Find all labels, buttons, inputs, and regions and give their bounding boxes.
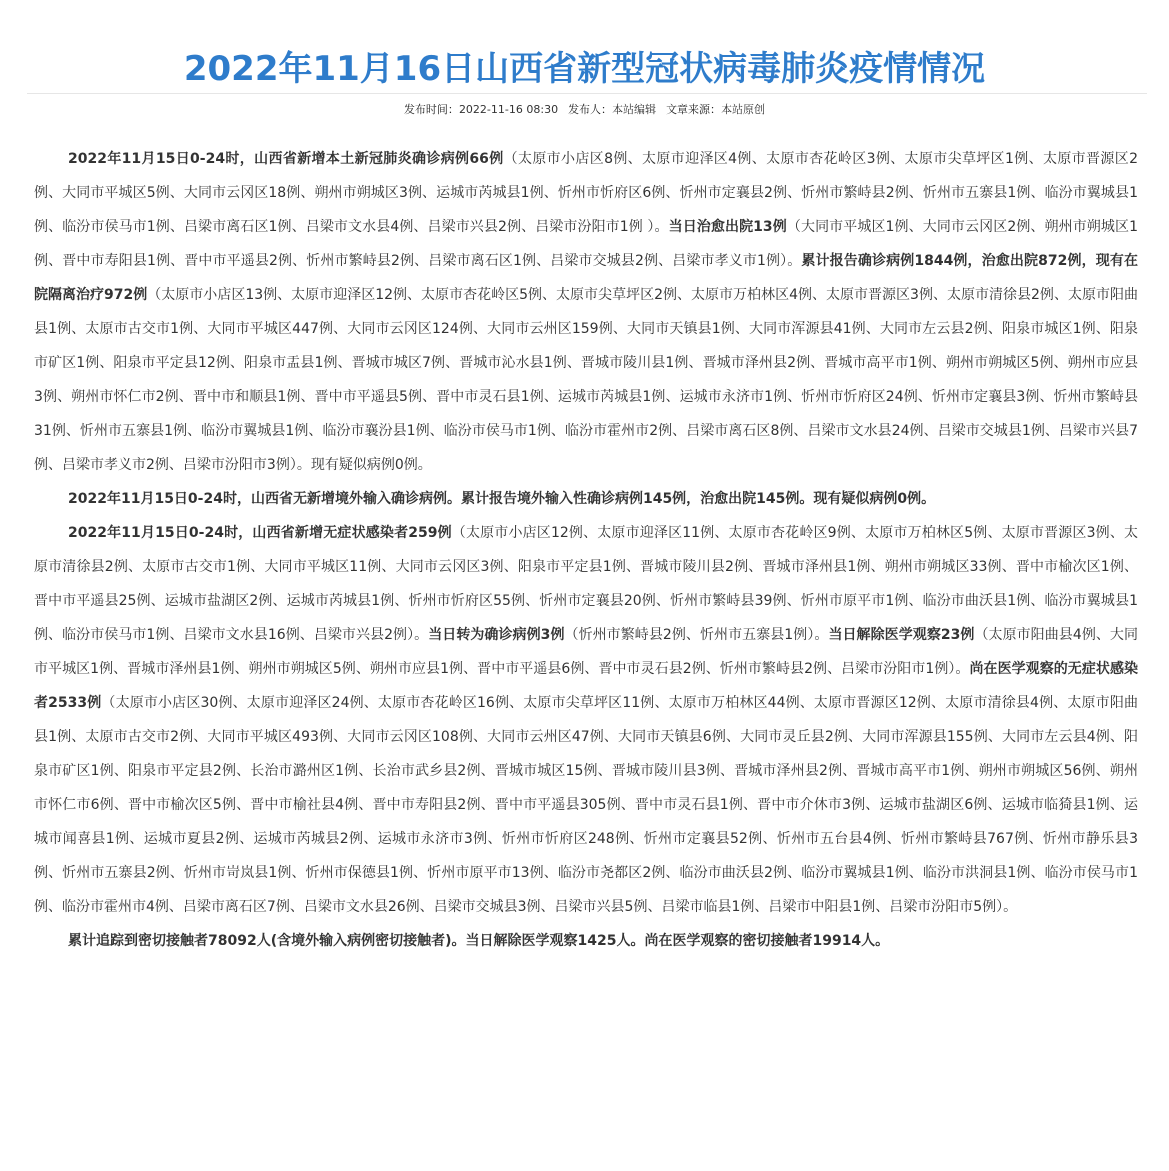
paragraph-segment: （太原市小店区30例、太原市迎泽区24例、太原市杏花岭区16例、太原市尖草坪区11例、太原市万柏林区44例、太原市晋源区12例、太原市清徐县4例、太原市阳曲县1例、太原市古交市2例、大同市平城区493例、大同市云冈区108例、大同市云州区47例、大同市天镇县6例、大同市灵丘县2例、大同市浑源县155例、大同市左云县4例、阳泉市矿区1例、阳泉市平定县2例、长治市潞州区1例、长治市武乡县2例、晋城市城区15例、晋城市陵川县3例、晋城市泽州县2例、晋城市高平市1例、朔州市朔城区56例、朔州市怀仁市6例、晋中市榆次区5例、晋中市榆社县4例、晋中市寿阳县2例、晋中市平遥县305例、晋中市灵石县1例、晋中市介休市3例、运城市盐湖区6例、运城市临猗县1例、运城市闻喜县1例、运城市夏县2例、运城市芮城县2例、运城市永济市3例、忻州市忻府区248例、忻州市定襄县52例、忻州市五台县4例、忻州市繁峙县767例、忻州市静乐县3例、忻州市五寨县2例、忻州市岢岚县1例、忻州市保德县1例、忻州市原平市13例、临汾市尧都区2例、临汾市曲沃县2例、临汾市翼城县1例、临汾市洪洞县1例、临汾市侯马市1例、临汾市霍州市4例、吕梁市离石区7例、吕梁市文水县26例、吕梁市交城县3例、吕梁市兴县5例、吕梁市临县1例、吕梁市中阳县1例、吕梁市汾阳市5例）。 [34,695,1138,915]
paragraph-segment: （太原市小店区13例、太原市迎泽区12例、太原市杏花岭区5例、太原市尖草坪区2例、太原市万柏林区4例、太原市晋源区3例、太原市清徐县2例、太原市阳曲县1例、太原市古交市1例、大同市平城区447例、大同市云冈区124例、大同市云州区159例、大同市天镇县1例、大同市浑源县41例、大同市左云县2例、阳泉市城区1例、阳泉市矿区1例、阳泉市平定县12例、阳泉市盂县1例、晋城市城区7例、晋城市沁水县1例、晋城市陵川县1例、晋城市泽州县2例、晋城市高平市1例、朔州市朔城区5例、朔州市应县3例、朔州市怀仁市2例、晋中市和顺县1例、晋中市平遥县5例、晋中市灵石县1例、运城市芮城县1例、运城市永济市1例、忻州市忻府区24例、忻州市定襄县3例、忻州市繁峙县31例、忻州市五寨县1例、临汾市翼城县1例、临汾市襄汾县1例、临汾市侯马市1例、临汾市霍州市2例、吕梁市离石区8例、吕梁市文水县24例、吕梁市交城县1例、吕梁市兴县7例、吕梁市孝义市2例、吕梁市汾阳市3例）。现有疑似病例0例。 [34,287,1138,473]
paragraph-segment: （忻州市繁峙县2例、忻州市五寨县1例）。 [564,627,829,643]
publisher-label: 发布人： [568,103,613,116]
paragraph-imported-cases [34,482,1138,516]
article-title: 2022年11月16日山西省新型冠状病毒肺炎疫情情况 [183,49,986,89]
paragraph-segment: （太原市阳曲县4例、大同市平城区1例、晋城市泽州县1例、朔州市朔城区5例、朔州市应县1例、晋中市平遥县6例、晋中市灵石县2例、忻州市繁峙县2例、吕梁市汾阳市1例）。 [34,627,1138,677]
paragraph-segment: （太原市小店区8例、太原市迎泽区4例、太原市杏花岭区3例、太原市尖草坪区1例、太原市晋源区2例、大同市平城区5例、大同市云冈区18例、朔州市朔城区3例、运城市芮城县1例、忻州市忻府区6例、忻州市定襄县2例、忻州市繁峙县2例、忻州市五寨县1例、临汾市翼城县1例、临汾市侯马市1例、吕梁市离石区1例、吕梁市文水县4例、吕梁市兴县2例、吕梁市汾阳市1例 ）。 [34,151,1138,235]
article-meta [0,103,1169,117]
publish-time: 2022-11-16 08:30 [458,103,559,116]
paragraph-segment: 当日转为确诊病例3例 [428,627,565,643]
paragraph-asymptomatic [34,516,1138,924]
publisher: 本站编辑 [612,103,657,116]
paragraph-segment: 2022年11月15日0-24时，山西省新增本土新冠肺炎确诊病例66例 [68,151,504,167]
paragraph-segment: 当日治愈出院13例 [668,219,787,235]
paragraph-segment: 2022年11月15日0-24时，山西省新增无症状感染者259例 [68,525,452,541]
paragraph-segment: 累计报告确诊病例1844例，治愈出院872例，现有在院隔离治疗972例 [34,253,1138,303]
paragraph-segment: 当日解除医学观察23例 [828,627,975,643]
paragraph-segment: 2022年11月15日0-24时，山西省无新增境外输入确诊病例。累计报告境外输入性确诊病例145例，治愈出院145例。现有疑似病例0例。 [68,491,936,507]
publish-time-label: 发布时间： [403,103,459,116]
paragraph-segment: 累计追踪到密切接触者78092人(含境外输入病例密切接触者)。当日解除医学观察1425人。尚在医学观察的密切接触者19914人。 [68,933,890,949]
paragraph-local-cases [34,142,1138,482]
title-divider [27,93,1147,94]
source: 本站原创 [721,103,766,116]
paragraph-segment: （太原市小店区12例、太原市迎泽区11例、太原市杏花岭区9例、太原市万柏林区5例、太原市晋源区3例、太原市清徐县2例、太原市古交市1例、大同市平城区11例、大同市云冈区3例、阳泉市平定县1例、晋城市陵川县2例、晋城市泽州县1例、朔州市朔城区33例、晋中市榆次区1例、晋中市平遥县25例、运城市盐湖区2例、运城市芮城县1例、忻州市忻府区55例、忻州市定襄县20例、忻州市繁峙县39例、忻州市原平市1例、临汾市曲沃县1例、临汾市翼城县1例、临汾市侯马市1例、吕梁市文水县16例、吕梁市兴县2例）。 [34,525,1138,643]
paragraph-close-contacts [34,924,1138,958]
article-body [34,142,1138,958]
paragraph-segment: 尚在医学观察的无症状感染者2533例 [34,661,1138,711]
paragraph-segment: （大同市平城区1例、大同市云冈区2例、朔州市朔城区1例、晋中市寿阳县1例、晋中市平遥县2例、忻州市繁峙县2例、吕梁市离石区1例、吕梁市交城县2例、吕梁市孝义市1例）。 [34,219,1139,269]
source-label: 文章来源： [666,103,722,116]
